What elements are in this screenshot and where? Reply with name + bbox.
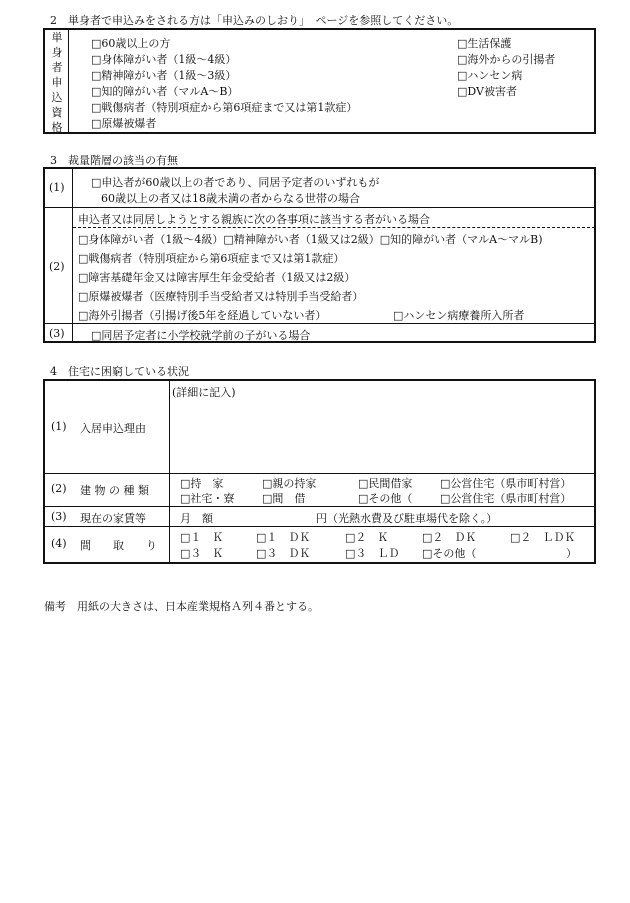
checkbox-war-injured-relative[interactable]: □戦傷病者（特別項症から第6項症まで又は第1款症）: [78, 252, 345, 265]
yen-note: 円（光熱水費及び駐車場代を除く。）: [316, 512, 498, 525]
checkbox-atomic-bomb-survivor[interactable]: □原爆被爆者: [91, 117, 157, 130]
other-layout-close: ）: [566, 547, 577, 560]
checkbox-welfare[interactable]: □生活保護: [457, 37, 512, 50]
checkbox-1dk[interactable]: □１ ＤＫ: [256, 531, 311, 544]
checkbox-dv-victim[interactable]: □DV被害者: [457, 85, 517, 98]
checkbox-other-layout[interactable]: □その他（: [422, 547, 477, 560]
side-char: 申: [51, 76, 63, 89]
checkbox-own-house[interactable]: □持 家: [180, 477, 224, 490]
checkbox-room-rental[interactable]: □間 借: [262, 492, 306, 505]
label-building-type: 建 物 の 種 類: [80, 484, 149, 497]
monthly-label: 月 額: [180, 512, 213, 525]
checkbox-hansens-sanatorium[interactable]: □ハンセン病療養所入所者: [393, 309, 525, 322]
checkbox-war-injured[interactable]: □戦傷病者（特別項症から第6項症まで又は第1款症）: [91, 101, 358, 114]
section4-divider: [169, 380, 170, 563]
checkbox-mental-disability[interactable]: □精神障がい者（1級～3級）: [91, 69, 237, 82]
checkbox-2k[interactable]: □２ Ｋ: [345, 531, 389, 544]
section4-row-line: [44, 506, 595, 507]
checkbox-over-60[interactable]: □60歳以上の方: [91, 37, 171, 50]
row-number: (3): [51, 510, 67, 523]
label-application-reason: 入居申込理由: [80, 422, 146, 435]
row-number: (1): [51, 420, 67, 433]
single-qualification-label: [50, 30, 64, 135]
checkbox-parents-house[interactable]: □親の持家: [262, 477, 317, 490]
relative-condition-header: 申込者又は同居しようとする親族に次の各事項に該当する者がいる場合: [78, 213, 430, 226]
label-floor-plan: 間 取 り: [80, 539, 157, 552]
checkbox-atomic-bomb-relative[interactable]: □原爆被爆者（医療特別手当受給者又は特別手当受給者）: [78, 290, 364, 303]
section4-row-line: [44, 526, 595, 527]
side-char: 単: [51, 31, 63, 44]
row-number: (2): [49, 260, 65, 273]
checkbox-2ldk[interactable]: □２ ＬＤＫ: [510, 531, 576, 544]
elderly-household-continued: 60歳以上の者又は18歳未満の者からなる世帯の場合: [101, 192, 360, 205]
application-reason-area[interactable]: [172, 400, 592, 470]
checkbox-disability-group[interactable]: □身体障がい者（1級～4級）□精神障がい者（1級又は2級）□知的障がい者（マルA～マルB): [78, 233, 543, 246]
row-number: (2): [51, 482, 67, 495]
section3-row-line: [44, 207, 595, 208]
section3-divider: [72, 168, 73, 342]
side-char: 者: [51, 61, 63, 74]
row-number: (4): [51, 537, 67, 550]
row-number: (1): [49, 181, 65, 194]
row-number: (3): [49, 327, 65, 340]
section4-row-line: [44, 473, 595, 474]
rent-amount-field[interactable]: [225, 508, 313, 524]
checkbox-hansens-disease[interactable]: □ハンセン病: [457, 69, 523, 82]
checkbox-public-housing-2[interactable]: □公営住宅（県市町村営）: [440, 492, 572, 505]
section3-title: 3 裁量階層の該当の有無: [50, 154, 178, 167]
section2-title: 2 単身者で申込みをされる方は「申込みのしおり」 ページを参照してください。: [50, 14, 459, 27]
checkbox-elderly-household[interactable]: □申込者が60歳以上の者であり、同居予定者のいずれもが: [91, 176, 380, 189]
checkbox-preschool-child[interactable]: □同居予定者に小学校就学前の子がいる場合: [91, 329, 311, 342]
section4-title: 4 住宅に困窮している状況: [50, 365, 189, 378]
checkbox-other-building[interactable]: □その他（: [358, 492, 413, 505]
checkbox-public-housing-1[interactable]: □公営住宅（県市町村営）: [440, 477, 572, 490]
side-char: 資: [51, 106, 63, 119]
side-char: 格: [51, 121, 63, 134]
checkbox-company-housing[interactable]: □社宅・寮: [180, 492, 235, 505]
checkbox-private-rental[interactable]: □民間借家: [358, 477, 413, 490]
checkbox-1k[interactable]: □１ Ｋ: [180, 531, 224, 544]
label-current-rent: 現在の家賃等: [80, 512, 146, 525]
side-char: 身: [51, 46, 63, 59]
checkbox-overseas-returnee-relative[interactable]: □海外引揚者（引揚げ後5年を経過していない者）: [78, 309, 327, 322]
checkbox-overseas-returnee[interactable]: □海外からの引揚者: [457, 53, 556, 66]
checkbox-3ld[interactable]: □３ ＬＤ: [345, 547, 400, 560]
section3-row-line: [44, 323, 595, 324]
section2-divider: [68, 29, 69, 133]
checkbox-3k[interactable]: □３ Ｋ: [180, 547, 224, 560]
side-char: 込: [51, 91, 63, 104]
checkbox-2dk[interactable]: □２ ＤＫ: [422, 531, 477, 544]
checkbox-3dk[interactable]: □３ ＤＫ: [256, 547, 311, 560]
checkbox-disability-pension[interactable]: □障害基礎年金又は障害厚生年金受給者（1級又は2級）: [78, 271, 356, 284]
checkbox-physical-disability[interactable]: □身体障がい者（1級～4級）: [91, 53, 237, 66]
details-note: (詳細に記入): [172, 386, 236, 399]
section3-dashed-line: [73, 227, 595, 228]
remark: 備考 用紙の大きさは、日本産業規格Ａ列４番とする。: [44, 600, 319, 613]
checkbox-intellectual-disability[interactable]: □知的障がい者（マルA～B）: [91, 85, 239, 98]
